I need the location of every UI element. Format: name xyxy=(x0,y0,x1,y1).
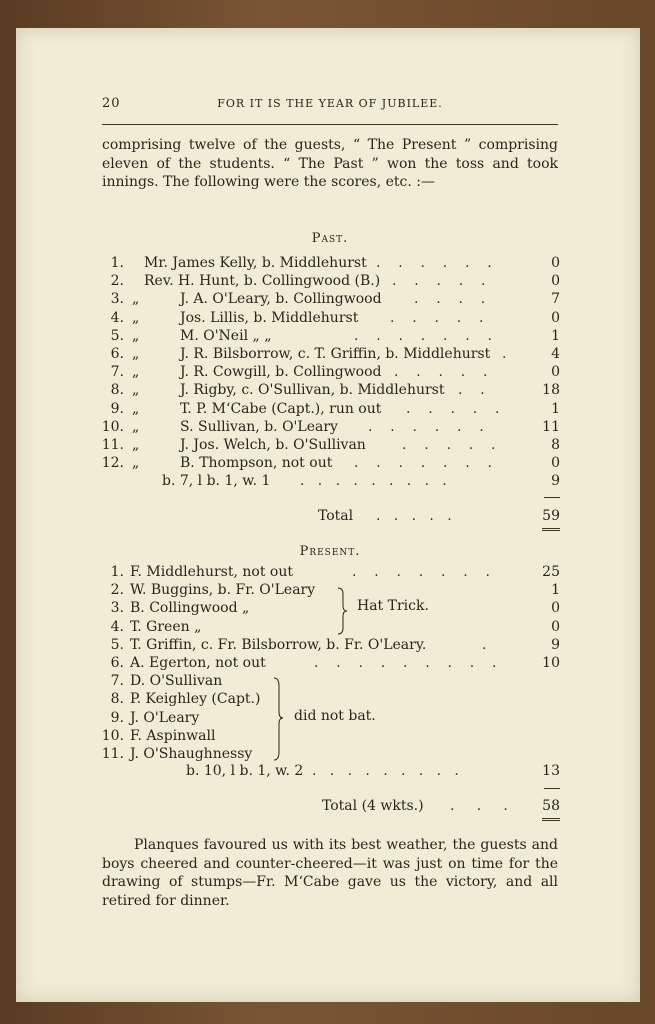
row-number: 9. xyxy=(110,709,124,726)
runs-score: 1 xyxy=(551,327,560,344)
leader-dots: . . . . . xyxy=(376,508,452,524)
header-rule xyxy=(102,124,558,125)
leader-dots: . . . . . . . . . xyxy=(312,763,459,779)
runs-score: 0 xyxy=(551,309,560,326)
page-header xyxy=(102,96,558,114)
present-row xyxy=(100,727,560,745)
batsman-entry: W. Buggins, b. Fr. O'Leary xyxy=(130,582,316,599)
present-total-row xyxy=(100,798,560,818)
row-number: 2. xyxy=(110,582,124,599)
ditto-mark: „ xyxy=(132,455,140,472)
ditto-mark: „ xyxy=(132,309,140,326)
batsman-entry: B. Thompson, not out xyxy=(180,455,333,472)
runs-score: 1 xyxy=(551,582,560,599)
page-number: 20 xyxy=(102,96,121,111)
runs-score: 10 xyxy=(542,655,560,671)
leader-dots: . . . . . xyxy=(406,400,500,417)
runs-score: 11 xyxy=(542,418,560,435)
runs-score: 4 xyxy=(551,346,560,362)
row-number: 11. xyxy=(101,437,124,453)
present-extras-score: 13 xyxy=(542,763,560,779)
present-row xyxy=(100,745,560,763)
batsman-entry: J. Jos. Welch, b. O'Sullivan xyxy=(180,437,366,453)
past-row xyxy=(100,309,560,327)
runs-score: 1 xyxy=(551,400,560,417)
batsman-entry: T. Green „ xyxy=(130,618,202,635)
past-sum-rule xyxy=(544,497,560,498)
row-number: 10. xyxy=(101,727,124,744)
past-row xyxy=(100,381,560,399)
past-total-row xyxy=(100,508,560,528)
row-number: 1. xyxy=(110,255,124,271)
batsman-entry: P. Keighley (Capt.) xyxy=(130,691,261,708)
present-total-double-rule xyxy=(542,818,560,821)
past-row xyxy=(100,327,560,345)
row-number: 4. xyxy=(110,618,124,635)
hat-trick-label: Hat Trick. xyxy=(357,598,429,614)
batsman-entry: J. O'Leary xyxy=(130,709,200,726)
present-row xyxy=(100,690,560,708)
row-number: 12. xyxy=(101,455,124,472)
runs-score: 7 xyxy=(551,291,560,308)
did-not-bat-label: did not bat. xyxy=(294,708,376,724)
row-number: 6. xyxy=(110,655,124,671)
row-number: 2. xyxy=(110,273,124,290)
runs-score: 0 xyxy=(551,600,560,617)
batsman-entry: J. R. Bilsborrow, c. T. Griffin, b. Middlehurst xyxy=(180,346,491,362)
batsman-entry: Rev. H. Hunt, b. Collingwood (B.) xyxy=(144,273,381,290)
row-number: 7. xyxy=(110,673,124,690)
batsman-entry: F. Middlehurst, not out xyxy=(130,564,293,580)
present-row xyxy=(100,563,560,581)
present-row xyxy=(100,636,560,654)
present-total-score: 58 xyxy=(542,798,560,814)
past-extras-label: b. 7, l b. 1, w. 1 xyxy=(162,473,271,489)
present-sum-rule xyxy=(544,788,560,789)
runs-score: 0 xyxy=(551,618,560,635)
present-row xyxy=(100,618,560,636)
leader-dots: . . . . . . . . . xyxy=(314,655,497,671)
intro-paragraph: comprising twelve of the guests, “ The Present ” comprising eleven of the students. “ The Past ” won the toss and took innings. The following were the scores, etc. :— xyxy=(102,137,558,190)
past-extras-score: 9 xyxy=(551,473,560,489)
runs-score: 18 xyxy=(542,382,560,399)
ditto-mark: „ xyxy=(132,364,140,381)
leader-dots: . . . . . . xyxy=(376,255,492,271)
ditto-mark: „ xyxy=(132,400,140,417)
past-row xyxy=(100,290,560,308)
leader-dots: . . . . . . . xyxy=(354,327,492,344)
leader-dots: . . . . . xyxy=(394,364,488,381)
past-row xyxy=(100,454,560,472)
row-number: 9. xyxy=(110,400,124,417)
past-row xyxy=(100,436,560,454)
leader-dots: . xyxy=(482,636,487,653)
ditto-mark: „ xyxy=(132,437,140,453)
runs-score: 25 xyxy=(542,564,560,580)
ditto-mark: „ xyxy=(132,418,140,435)
ditto-mark: „ xyxy=(132,346,140,362)
leader-dots: . . . . . . . xyxy=(352,564,490,580)
leader-dots: . . . . . . . . . xyxy=(300,473,447,489)
leader-dots: . . . . xyxy=(414,291,486,308)
batsman-entry: T. Griffin, c. Fr. Bilsborrow, b. Fr. O'Leary. xyxy=(130,636,427,653)
row-number: 4. xyxy=(110,309,124,326)
leader-dots: . . . . . . . xyxy=(354,455,492,472)
past-total-score: 59 xyxy=(542,508,560,524)
runs-score: 0 xyxy=(551,455,560,472)
runs-score: 0 xyxy=(551,273,560,290)
leader-dots: . . . . . xyxy=(392,273,486,290)
row-number: 1. xyxy=(110,564,124,580)
past-row xyxy=(100,272,560,290)
past-row xyxy=(100,400,560,418)
present-extras-label: b. 10, l b. 1, w. 2 xyxy=(186,763,304,779)
present-row xyxy=(100,672,560,690)
row-number: 5. xyxy=(110,327,124,344)
batsman-entry: J. R. Cowgill, b. Collingwood xyxy=(180,364,382,381)
past-extras-row xyxy=(100,472,560,490)
batsman-entry: J. O'Shaughnessy xyxy=(130,746,253,762)
leader-dots: . . . . . xyxy=(390,309,484,326)
past-total-double-rule xyxy=(542,528,560,531)
present-section-title: Present. xyxy=(299,544,361,559)
ditto-mark: „ xyxy=(132,382,140,399)
leader-dots: . . . . . xyxy=(402,437,496,453)
ditto-mark: „ xyxy=(132,327,140,344)
past-row xyxy=(100,418,560,436)
present-row xyxy=(100,581,560,599)
row-number: 10. xyxy=(101,418,124,435)
leader-dots: . . . xyxy=(450,798,508,814)
batsman-entry: T. P. M‘Cabe (Capt.), run out xyxy=(180,400,382,417)
batsman-entry: J. Rigby, c. O'Sullivan, b. Middlehurst xyxy=(180,382,445,399)
closing-paragraph: Planques favoured us with its best weather, the guests and boys cheered and counter-cheered—it was just on time for the drawing of stumps—Fr. M‘Cabe gave us the victory, and all retired for dinner. xyxy=(102,837,558,909)
leader-dots: . . xyxy=(458,382,485,399)
runs-score: 8 xyxy=(551,437,560,453)
runs-score: 0 xyxy=(551,364,560,381)
batsman-entry: B. Collingwood „ xyxy=(130,600,250,617)
batsman-entry: M. O'Neil „ „ xyxy=(180,327,272,344)
row-number: 8. xyxy=(110,691,124,708)
running-title: FOR IT IS THE YEAR OF JUBILEE. xyxy=(217,97,443,110)
batsman-entry: A. Egerton, not out xyxy=(130,655,266,671)
past-section-title: Past. xyxy=(311,231,349,246)
row-number: 11. xyxy=(101,746,124,762)
row-number: 3. xyxy=(110,600,124,617)
present-total-label: Total (4 wkts.) xyxy=(322,798,424,814)
batsman-entry: D. O'Sullivan xyxy=(130,673,223,690)
present-row xyxy=(100,599,560,617)
batsman-entry: Mr. James Kelly, b. Middlehurst xyxy=(144,255,367,271)
leader-dots: . . . . . . xyxy=(368,418,484,435)
present-extras-row xyxy=(100,762,560,780)
past-row xyxy=(100,345,560,363)
past-row xyxy=(100,254,560,272)
past-total-label: Total xyxy=(318,508,354,524)
ditto-mark: „ xyxy=(132,291,140,308)
leader-dots: . xyxy=(502,346,507,362)
batsman-entry: S. Sullivan, b. O'Leary xyxy=(180,418,338,435)
runs-score: 9 xyxy=(551,636,560,653)
row-number: 3. xyxy=(110,291,124,308)
row-number: 5. xyxy=(110,636,124,653)
present-row xyxy=(100,654,560,672)
batsman-entry: F. Aspinwall xyxy=(130,727,216,744)
runs-score: 0 xyxy=(551,255,560,271)
batsman-entry: Jos. Lillis, b. Middlehurst xyxy=(180,309,359,326)
row-number: 6. xyxy=(110,346,124,362)
row-number: 7. xyxy=(110,364,124,381)
past-row xyxy=(100,363,560,381)
row-number: 8. xyxy=(110,382,124,399)
batsman-entry: J. A. O'Leary, b. Collingwood xyxy=(180,291,382,308)
hat-trick-brace xyxy=(336,586,348,636)
did-not-bat-brace xyxy=(272,676,284,762)
